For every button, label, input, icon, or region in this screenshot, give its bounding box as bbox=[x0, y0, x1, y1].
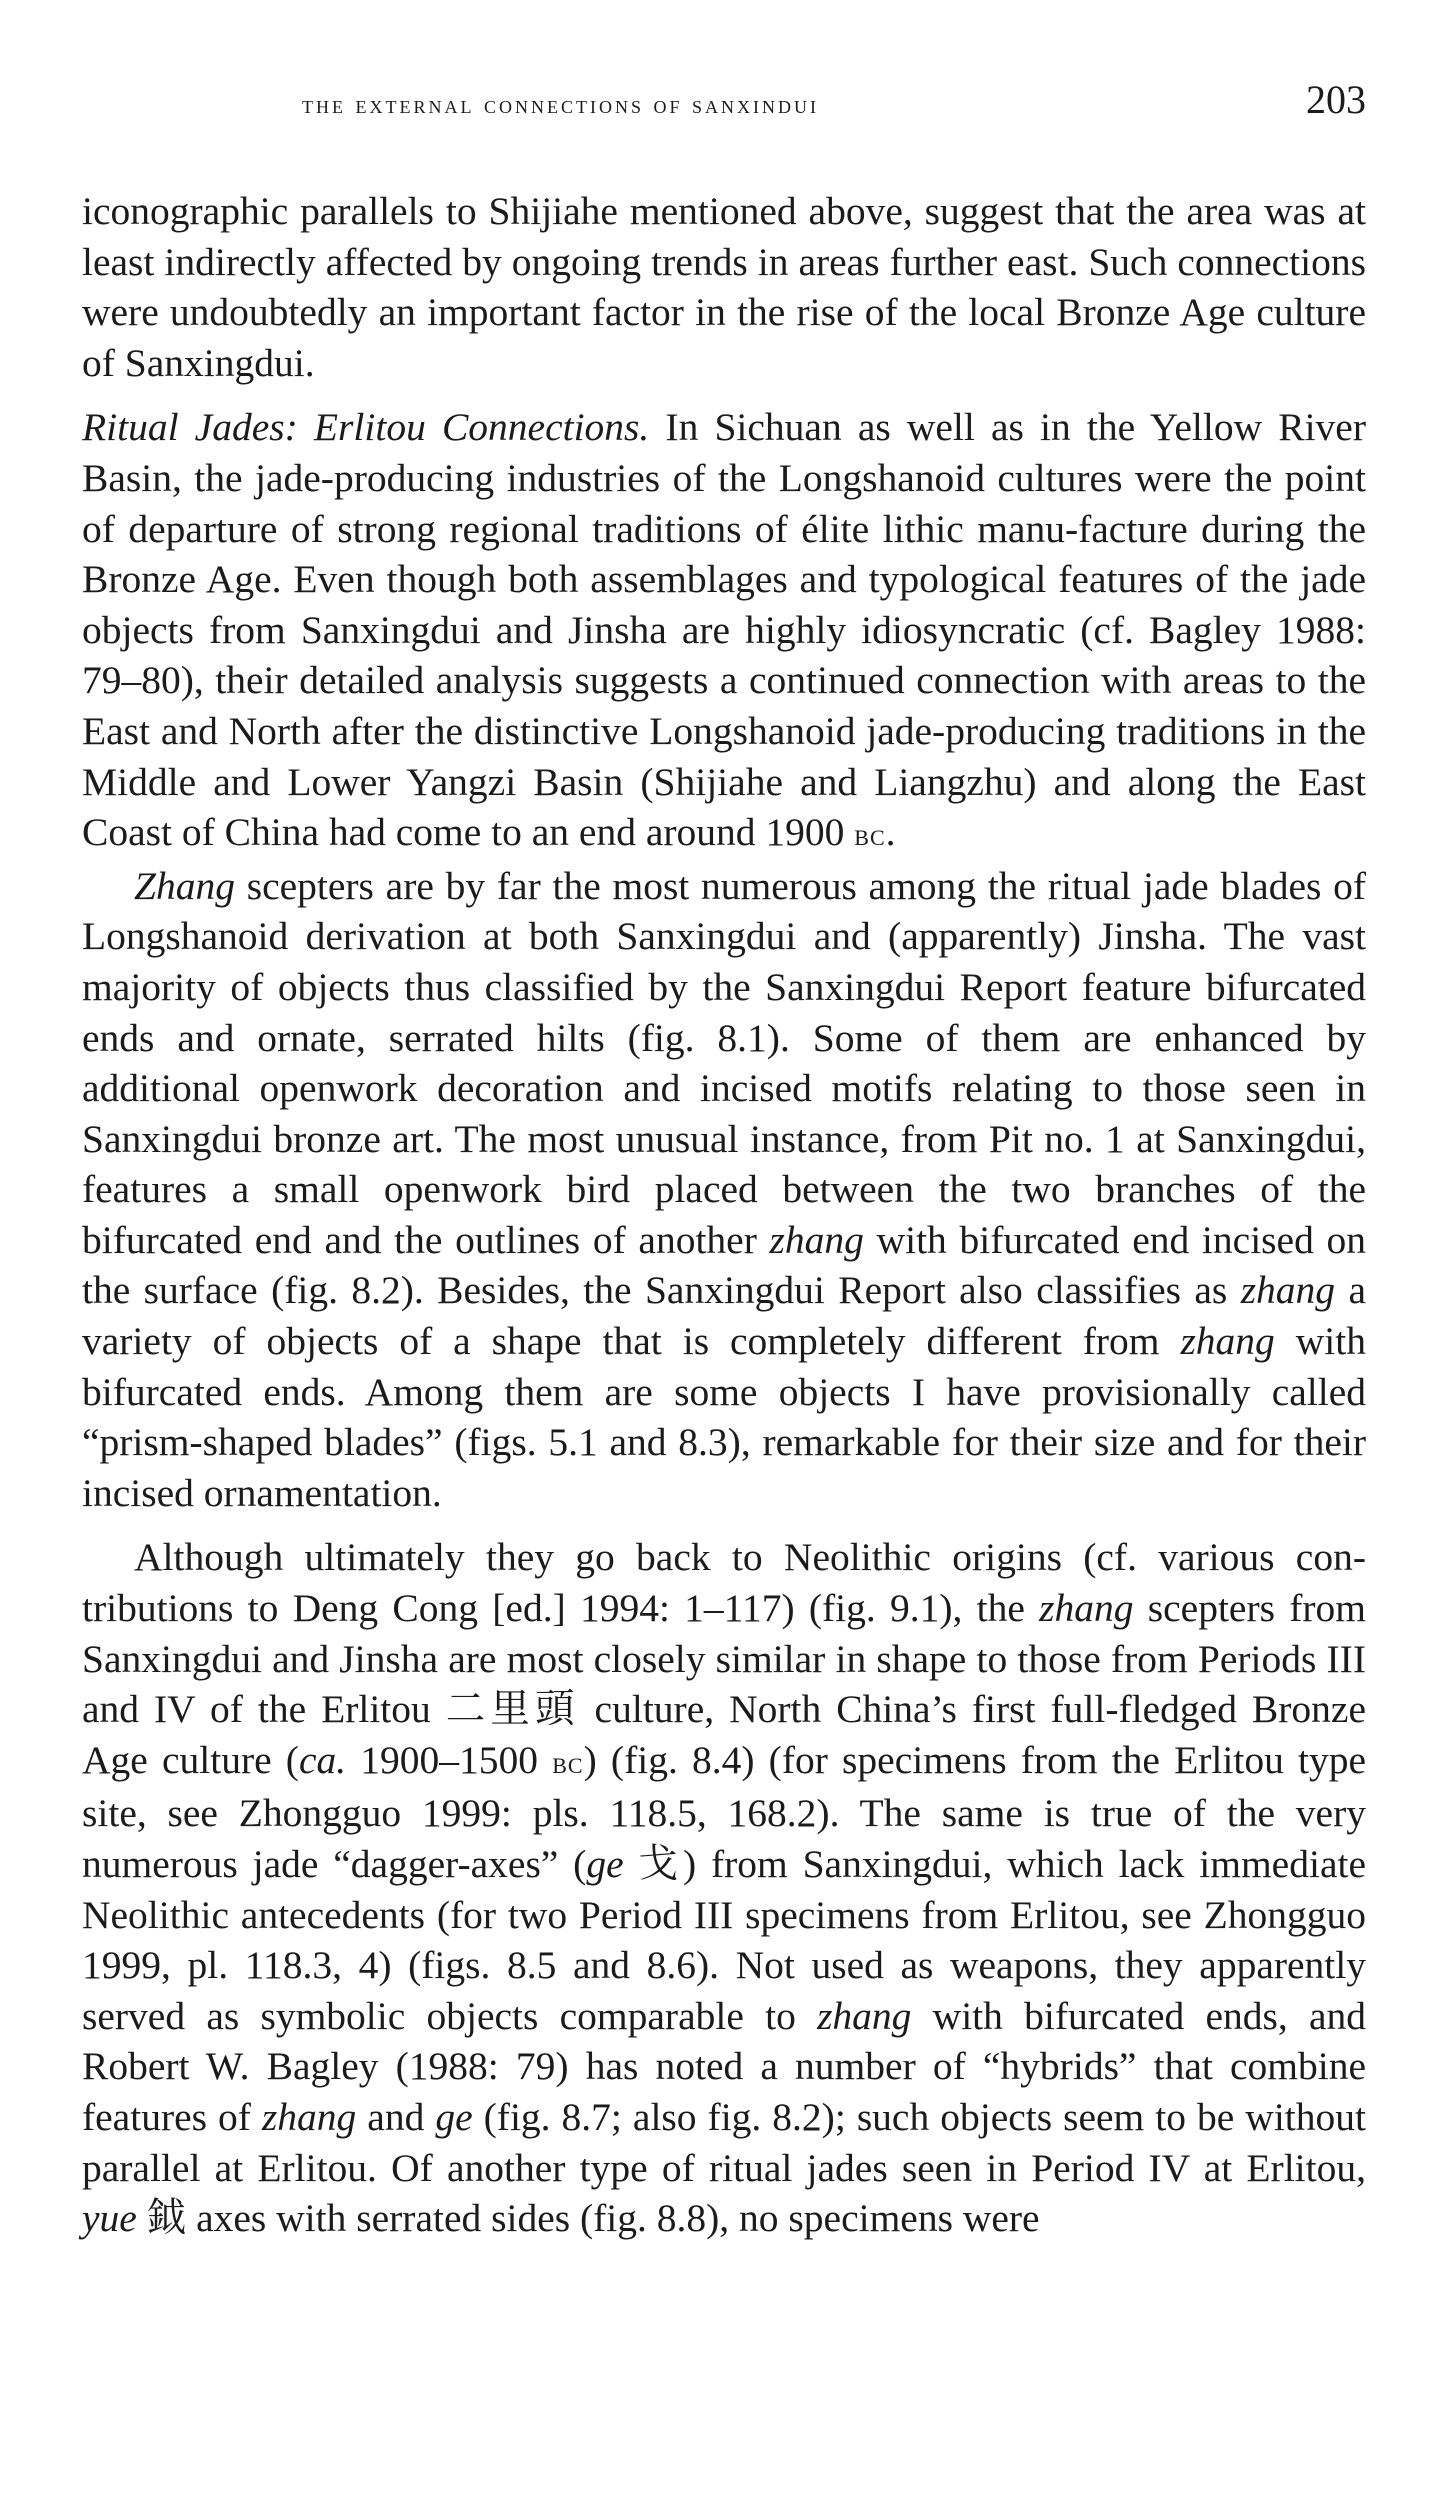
era-abbreviation: bc bbox=[552, 1745, 584, 1780]
text-run: with bifurcated ends, and Robert W. Bagley (1988: 79) has noted a number of “hybrids” that combine features of bbox=[82, 1993, 1366, 2139]
text-run: (fig. 8.7; also fig. 8.2); such objects seem to be without parallel at Erlitou. Of another type of ritual jades seen in Period IV at Erlitou, bbox=[82, 2094, 1366, 2190]
text-run: 鉞 axes with serrated sides (fig. 8.8), no specimens were bbox=[136, 2196, 1040, 2241]
page-number: 203 bbox=[1306, 77, 1366, 122]
text-run: ) (fig. 8.4) (for specimens from the Erlitou type site, see Zhongguo 1999: pls. 118.5, 168.2). The same is true of the very numerous jade “dagger-axes” ( bbox=[82, 1737, 1367, 1886]
text-run: iconographic parallels to Shijiahe mentioned above, suggest that the area was at least indirectly affected by ongoing trends in areas further east. Such connections were undoubtedly an important factor in the rise of the local Bronze Age culture of Sanxingdui. bbox=[82, 189, 1366, 385]
text-run: In Sichuan as well as in the Yellow River Basin, the jade-producing industries of the Longshanoid cultures were the point of departure of strong regional traditions of élite lithic manu-facture during the Bronze Age. Even though both assemblages and typological features of the jade objects from Sanxingdui and Jinsha are highly idiosyncratic (cf. Bagley 1988: 79–80), their detailed analysis suggests a continued connection with areas to the East and North after the distinctive Longshanoid jade-producing traditions in the Middle and Lower Yangzi Basin (Shijiahe and Liangzhu) and along the East Coast of China had come to an end around 1900 bbox=[82, 405, 1366, 855]
italic-term: zhang bbox=[769, 1217, 864, 1262]
text-run: and bbox=[356, 2094, 436, 2139]
text-run: with bifurcated end incised on the surface (fig. 8.2). Besides, the Sanxingdui Report also classifies as bbox=[82, 1217, 1366, 1313]
text-run: with bifurcated ends. Among them are some objects I have provisionally called “prism-shaped blades” (figs. 5.1 and 8.3), remarkable for their size and for their incised ornamentation. bbox=[82, 1319, 1366, 1515]
italic-term: yue bbox=[82, 2196, 137, 2241]
body-text bbox=[82, 186, 1366, 2244]
era-abbreviation: bc bbox=[854, 818, 886, 853]
text-run: a variety of objects of a shape that is completely different from bbox=[82, 1268, 1366, 1364]
text-run: 1900–1500 bbox=[346, 1737, 553, 1782]
italic-term: zhang bbox=[1240, 1268, 1336, 1313]
italic-term: ca. bbox=[298, 1737, 347, 1782]
text-run: scepters from Sanxingdui and Jinsha are most closely similar in shape to those from Periods III and IV of the Erlitou 二里頭 culture, North China’s first full-fledged Bronze Age culture ( bbox=[82, 1586, 1367, 1782]
paragraph-4 bbox=[82, 1532, 1366, 2243]
paragraph-3 bbox=[82, 861, 1366, 1519]
text-run: . bbox=[885, 810, 896, 855]
paragraph-1 bbox=[82, 186, 1366, 388]
italic-term: zhang bbox=[1039, 1586, 1134, 1631]
italic-term: zhang bbox=[261, 2094, 357, 2139]
paragraph-2 bbox=[82, 402, 1366, 860]
book-page bbox=[82, 70, 1366, 2244]
text-run: Although ultimately they go back to Neolithic origins (cf. various con-tributions to Deng Cong [ed.] 1994: 1–117) (fig. 9.1), the bbox=[82, 1535, 1366, 1631]
running-title: the external connections of sanxindui bbox=[302, 90, 819, 119]
italic-term: zhang bbox=[817, 1993, 912, 2038]
italic-term: Zhang bbox=[134, 863, 235, 908]
running-head bbox=[82, 70, 1366, 130]
text-run: scepters are by far the most numerous among the ritual jade blades of Longshanoid derivation at both Sanxingdui and (apparently) Jinsha. The vast majority of objects thus classified by the Sanxingdui Report feature bifurcated ends and ornate, serrated hilts (fig. 8.1). Some of them are enhanced by additional openwork decoration and incised motifs relating to those seen in Sanxingdui bronze art. The most unusual instance, from Pit no. 1 at Sanxingdui, features a small openwork bird placed between the two branches of the bifurcated end and the outlines of another bbox=[82, 863, 1366, 1262]
italic-term: zhang bbox=[1180, 1319, 1275, 1364]
italic-term: ge bbox=[586, 1842, 624, 1886]
text-run: 戈) from Sanxingdui, which lack immediate Neolithic antecedents (for two Period III specimens from Erlitou, see Zhongguo 1999, pl. 118.3, 4) (figs. 8.5 and 8.6). Not used as weapons, they apparently served as symbolic objects comparable to bbox=[82, 1842, 1366, 2038]
italic-term: ge bbox=[435, 2094, 473, 2139]
italic-term: Ritual Jades: Erlitou Connections. bbox=[82, 405, 650, 450]
